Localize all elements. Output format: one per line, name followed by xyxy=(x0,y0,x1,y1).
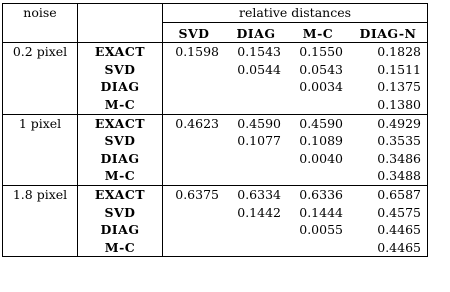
value-cell-mc: 0.0055 xyxy=(299,222,343,238)
method-cell: EXACT xyxy=(78,114,163,132)
noise-level-cell: 1 pixel xyxy=(3,114,78,185)
value-cell-svd: 0.4623 xyxy=(163,114,226,132)
column-header-mc: M-C xyxy=(287,22,349,43)
value-cell-mc: 0.6336 xyxy=(299,186,343,202)
value-cell-mc: 0.1089 xyxy=(299,133,343,149)
value-cell-diag xyxy=(225,96,287,114)
value-cell-diag xyxy=(225,167,287,185)
column-header-diag: DIAG xyxy=(225,22,287,43)
value-cell-mc xyxy=(287,167,349,185)
method-cell: DIAG xyxy=(78,78,163,96)
method-cell: DIAG xyxy=(78,221,163,239)
value-cell-diag xyxy=(225,221,287,239)
column-header-diag-n: DIAG-N xyxy=(349,22,428,43)
value-cell-diag: 0.1543 xyxy=(237,44,281,60)
value-cell-diag xyxy=(225,78,287,96)
header-row-1 xyxy=(3,4,428,23)
method-cell: SVD xyxy=(78,204,163,222)
value-cell-diag-n: 0.1828 xyxy=(349,43,428,61)
value-cell-svd: 0.1598 xyxy=(163,43,226,61)
noise-header: noise xyxy=(3,4,78,23)
table-row xyxy=(3,114,428,132)
value-cell-mc: 0.4590 xyxy=(299,115,343,131)
table-row xyxy=(3,185,428,203)
value-cell-svd xyxy=(163,132,226,150)
table-row xyxy=(3,43,428,61)
value-cell-svd xyxy=(163,239,226,257)
relative-distances-table xyxy=(2,3,428,257)
value-cell-diag: 0.6334 xyxy=(237,186,281,202)
value-cell-mc xyxy=(287,96,349,114)
value-cell-svd xyxy=(163,221,226,239)
value-cell-mc: 0.0034 xyxy=(299,79,343,95)
value-cell-mc: 0.0543 xyxy=(299,61,343,77)
value-cell-svd xyxy=(163,61,226,79)
value-cell-diag-n: 0.4929 xyxy=(349,114,428,132)
value-cell-diag: 0.1442 xyxy=(237,204,281,220)
method-cell: M-C xyxy=(78,239,163,257)
value-cell-diag xyxy=(225,239,287,257)
value-cell-diag-n: 0.3486 xyxy=(349,150,428,168)
value-cell-svd xyxy=(163,96,226,114)
value-cell-svd: 0.6375 xyxy=(163,185,226,203)
value-cell-diag-n: 0.1511 xyxy=(349,61,428,79)
method-cell: EXACT xyxy=(78,43,163,61)
method-cell: M-C xyxy=(78,96,163,114)
value-cell-svd xyxy=(163,78,226,96)
value-cell-svd xyxy=(163,204,226,222)
value-cell-diag: 0.0544 xyxy=(237,61,281,77)
value-cell-diag-n: 0.4465 xyxy=(349,239,428,257)
value-cell-diag-n: 0.1380 xyxy=(349,96,428,114)
noise-header-blank xyxy=(3,22,78,43)
method-cell: M-C xyxy=(78,167,163,185)
relative-distances-header: relative distances xyxy=(163,4,428,23)
value-cell-diag-n: 0.1375 xyxy=(349,78,428,96)
table-body xyxy=(3,4,428,257)
method-cell: SVD xyxy=(78,61,163,79)
value-cell-mc: 0.1444 xyxy=(299,204,343,220)
value-cell-diag: 0.1077 xyxy=(237,133,281,149)
noise-level-cell: 0.2 pixel xyxy=(3,43,78,114)
method-cell: SVD xyxy=(78,132,163,150)
value-cell-svd xyxy=(163,167,226,185)
method-header-blank xyxy=(78,22,163,43)
value-cell-diag xyxy=(225,150,287,168)
value-cell-mc: 0.0040 xyxy=(299,150,343,166)
method-cell: EXACT xyxy=(78,185,163,203)
header-row-2 xyxy=(3,22,428,43)
noise-level-cell: 1.8 pixel xyxy=(3,185,78,256)
value-cell-diag-n: 0.6587 xyxy=(349,185,428,203)
method-header-empty xyxy=(78,4,163,23)
value-cell-diag-n: 0.3535 xyxy=(349,132,428,150)
value-cell-diag: 0.4590 xyxy=(237,115,281,131)
value-cell-diag-n: 0.3488 xyxy=(349,167,428,185)
column-header-svd: SVD xyxy=(163,22,226,43)
value-cell-diag-n: 0.4465 xyxy=(349,221,428,239)
method-cell: DIAG xyxy=(78,150,163,168)
value-cell-diag-n: 0.4575 xyxy=(349,204,428,222)
value-cell-mc: 0.1550 xyxy=(299,44,343,60)
value-cell-mc xyxy=(287,239,349,257)
value-cell-svd xyxy=(163,150,226,168)
